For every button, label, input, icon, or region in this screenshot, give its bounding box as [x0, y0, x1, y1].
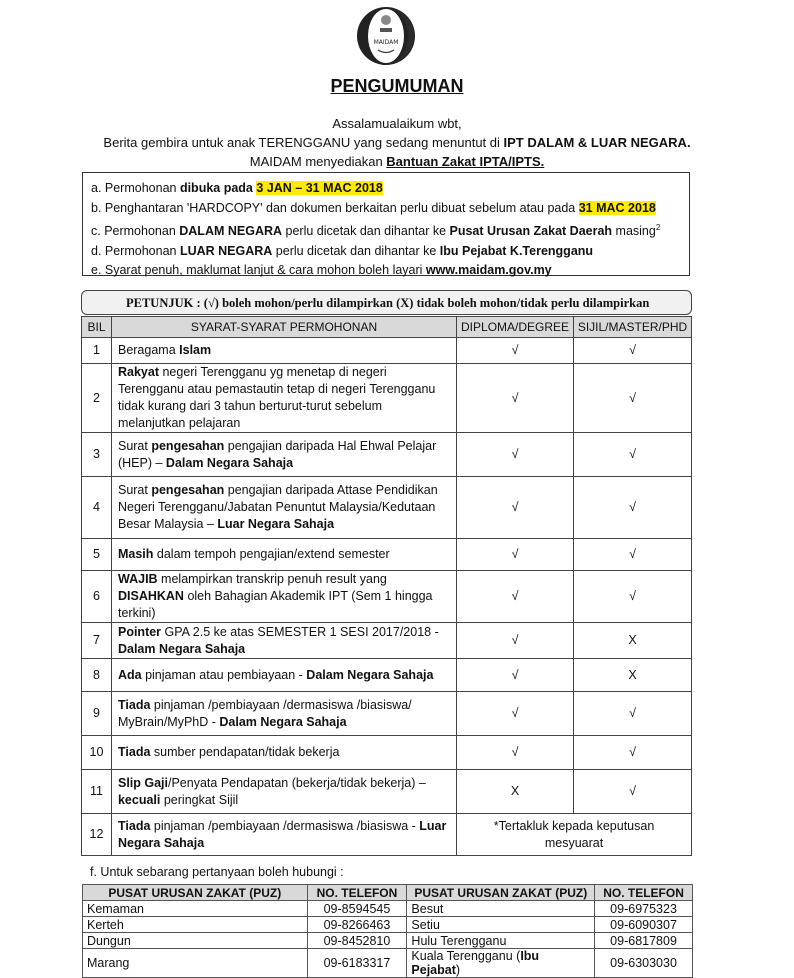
bil-cell: 2 [82, 364, 112, 433]
diploma-cell: √ [457, 364, 574, 433]
contacts-header-row [83, 885, 693, 901]
req-bold: Luar Negara Sahaja [217, 517, 335, 531]
table-row [82, 364, 692, 433]
diploma-cell: √ [457, 571, 574, 623]
sijil-cell: √ [574, 539, 692, 571]
intro-line-2: Berita gembira untuk anak TERENGGANU yang sedang menuntut di IPT DALAM & LUAR NEGARA. [103, 135, 691, 150]
diploma-cell: √ [457, 477, 574, 539]
phone-number: 09-8594545 [307, 901, 407, 917]
requirement-cell [111, 539, 456, 571]
sijil-cell: √ [574, 364, 692, 433]
puz-name: Kuala Terengganu (Ibu Pejabat) [407, 949, 595, 978]
puz-name: Dungun [83, 933, 308, 949]
phone-number: 09-8452810 [307, 933, 407, 949]
requirement-cell [111, 433, 456, 477]
phone-number: 09-8266463 [307, 917, 407, 933]
header-tel-2: NO. TELEFON [595, 885, 693, 901]
contact-row [83, 901, 693, 917]
header-bil: BIL [82, 317, 112, 338]
notice-a: a. Permohonan dibuka pada 3 JAN – 31 MAC 2018 [91, 181, 383, 195]
page-title: PENGUMUMAN [330, 76, 464, 96]
req-bold: Rakyat [117, 365, 159, 379]
table-row [82, 692, 692, 736]
table-row [82, 736, 692, 770]
bil-cell: 3 [82, 433, 112, 477]
contact-row [83, 949, 693, 978]
bil-cell: 7 [82, 623, 112, 659]
req-text: melampirkan transkrip penuh result yang [157, 572, 387, 586]
table-row [82, 338, 692, 364]
requirement-cell [111, 623, 456, 659]
req-text: dalam tempoh pengajian/extend semester [153, 547, 390, 561]
table-header-row [82, 317, 692, 338]
notice-box [82, 172, 690, 276]
sijil-cell: √ [574, 433, 692, 477]
req-text: peringkat Sijil [160, 792, 239, 807]
greeting: Assalamualaikum wbt, [332, 116, 462, 131]
diploma-cell: √ [457, 692, 574, 736]
diploma-cell: √ [457, 338, 574, 364]
phone-number: 09-6817809 [595, 933, 693, 949]
requirement-cell [111, 364, 456, 433]
diploma-cell: √ [457, 736, 574, 770]
req-text: Surat [117, 483, 152, 497]
header-sijil: SIJIL/MASTER/PHD [574, 317, 692, 338]
req-bold: Islam [179, 343, 212, 357]
req-text: Surat [117, 438, 152, 453]
req-bold: pengesahan [151, 438, 225, 453]
header-tel-1: NO. TELEFON [307, 885, 407, 901]
req-text: sumber pendapatan/tidak bekerja [150, 745, 340, 759]
intro-text [0, 114, 794, 171]
sijil-cell: X [574, 659, 692, 692]
req-bold: Dalam Negara Sahaja [219, 714, 347, 729]
sijil-cell: √ [574, 736, 692, 770]
sijil-cell: √ [574, 571, 692, 623]
diploma-cell: √ [457, 539, 574, 571]
requirement-cell [111, 338, 456, 364]
bil-cell: 6 [82, 571, 112, 623]
req-bold: Ada [117, 667, 142, 682]
contact-row [83, 933, 693, 949]
legend-box: PETUNJUK : (√) boleh mohon/perlu dilampirkan (X) tidak boleh mohon/tidak perlu dilampirkan [81, 290, 692, 315]
req-text: pengajian daripada Attase Pendidikan Negeri Terengganu/Jabatan Penuntut Malaysia/Kedutaan Besar Malaysia – [117, 483, 438, 531]
req-bold: Tiada [117, 745, 151, 759]
header-diploma: DIPLOMA/DEGREE [457, 317, 574, 338]
puz-name: Setiu [407, 917, 595, 933]
req-bold: DISAHKAN [117, 589, 184, 603]
req-text: negeri Terengganu yg menetap di negeri Terengganu atau pemastautin tetap di negeri Terengganu tidak kurang dari 3 tahun berturut-turut sebelum melanjutkan pelajaran [117, 365, 436, 430]
notice-c: c. Permohonan DALAM NEGARA perlu dicetak dan dihantar ke Pusat Urusan Zakat Daerah masing$^2$ [91, 223, 661, 239]
sijil-cell: √ [574, 692, 692, 736]
req-text: oleh Bahagian Akademik IPT (Sem 1 hingga terkini) [117, 589, 433, 620]
table-row [82, 539, 692, 571]
sijil-cell: √ [574, 770, 692, 814]
diploma-cell: √ [457, 433, 574, 477]
requirements-table [81, 316, 692, 856]
intro-line-3: MAIDAM menyediakan Bantuan Zakat IPTA/IPTS. [249, 154, 545, 169]
table-row [82, 659, 692, 692]
requirement-cell [111, 477, 456, 539]
puz-name: Hulu Terengganu [407, 933, 595, 949]
table-row [82, 477, 692, 539]
req-text: pinjaman /pembiayaan /dermasiswa /biasiswa - [150, 818, 420, 833]
req-bold: kecuali [117, 792, 161, 807]
sijil-cell: √ [574, 338, 692, 364]
bil-cell: 5 [82, 539, 112, 571]
req-bold: Tiada [117, 818, 151, 833]
table-row [82, 433, 692, 477]
maidam-crest-icon [350, 6, 422, 66]
requirement-cell [111, 659, 456, 692]
req-bold: WAJIB [117, 572, 158, 586]
req-bold: Slip Gaji [117, 775, 168, 790]
diploma-cell: X [457, 770, 574, 814]
requirement-cell [111, 770, 456, 814]
bil-cell: 4 [82, 477, 112, 539]
contact-row [83, 917, 693, 933]
req-bold: Dalam Negara Sahaja [306, 667, 434, 682]
table-row [82, 623, 692, 659]
bil-cell: 8 [82, 659, 112, 692]
requirement-cell [111, 571, 456, 623]
contact-label: f. Untuk sebarang pertanyaan boleh hubungi : [90, 865, 344, 879]
bil-cell: 10 [82, 736, 112, 770]
notice-d: d. Permohonan LUAR NEGARA perlu dicetak dan dihantar ke Ibu Pejabat K.Terengganu [91, 243, 594, 258]
req-bold: Dalam Negara Sahaja [165, 455, 294, 470]
req-bold: Luar Negara Sahaja [117, 818, 447, 850]
header-syarat: SYARAT-SYARAT PERMOHONAN [111, 317, 456, 338]
svg-text:MAIDAM: MAIDAM [373, 39, 399, 46]
requirement-cell [111, 814, 456, 856]
requirement-cell [111, 736, 456, 770]
header-puz-1: PUSAT URUSAN ZAKAT (PUZ) [83, 885, 308, 901]
req-text: pengajian daripada Hal Ehwal Pelajar (HEP) – [117, 438, 437, 470]
table-row [82, 571, 692, 623]
phone-number: 09-6303030 [595, 949, 693, 978]
req-text: pinjaman atau pembiayaan - [141, 667, 307, 682]
table-row [82, 770, 692, 814]
phone-number: 09-6975323 [595, 901, 693, 917]
phone-number: 09-6183317 [307, 949, 407, 978]
phone-number: 09-6090307 [595, 917, 693, 933]
header-puz-2: PUSAT URUSAN ZAKAT (PUZ) [407, 885, 595, 901]
puz-name: Kemaman [83, 901, 308, 917]
req-text: /Penyata Pendapatan (bekerja/tidak bekerja) – [168, 775, 426, 790]
notice-e: e. Syarat penuh, maklumat lanjut & cara mohon boleh layari www.maidam.gov.my [91, 263, 552, 278]
bil-cell: 11 [82, 770, 112, 814]
req-bold: Tiada [117, 697, 151, 712]
note-cell: *Tertakluk kepada keputusan mesyuarat [457, 814, 692, 856]
puz-name: Besut [407, 901, 595, 917]
req-bold: Masih [117, 547, 154, 561]
bil-cell: 9 [82, 692, 112, 736]
diploma-cell: √ [457, 659, 574, 692]
req-text: GPA 2.5 ke atas SEMESTER 1 SESI 2017/2018 - [161, 624, 439, 639]
req-bold: Pointer [117, 624, 162, 639]
req-text: pinjaman /pembiayaan /dermasiswa /biasiswa/ MyBrain/MyPhD - [117, 697, 412, 729]
req-bold: Dalam Negara Sahaja [117, 641, 246, 656]
table-row [82, 814, 692, 856]
bil-cell: 12 [82, 814, 112, 856]
puz-name: Kerteh [83, 917, 308, 933]
notice-b: b. Penghantaran 'HARDCOPY' dan dokumen berkaitan perlu dibuat sebelum atau pada 31 MAC 2018 [91, 200, 656, 215]
puz-name: Marang [83, 949, 308, 978]
bil-cell: 1 [82, 338, 112, 364]
requirement-cell [111, 692, 456, 736]
contacts-table [82, 884, 693, 978]
sijil-cell: √ [574, 477, 692, 539]
diploma-cell: √ [457, 623, 574, 659]
req-bold: pengesahan [151, 483, 225, 497]
sijil-cell: X [574, 623, 692, 659]
req-text: Beragama [117, 343, 180, 357]
